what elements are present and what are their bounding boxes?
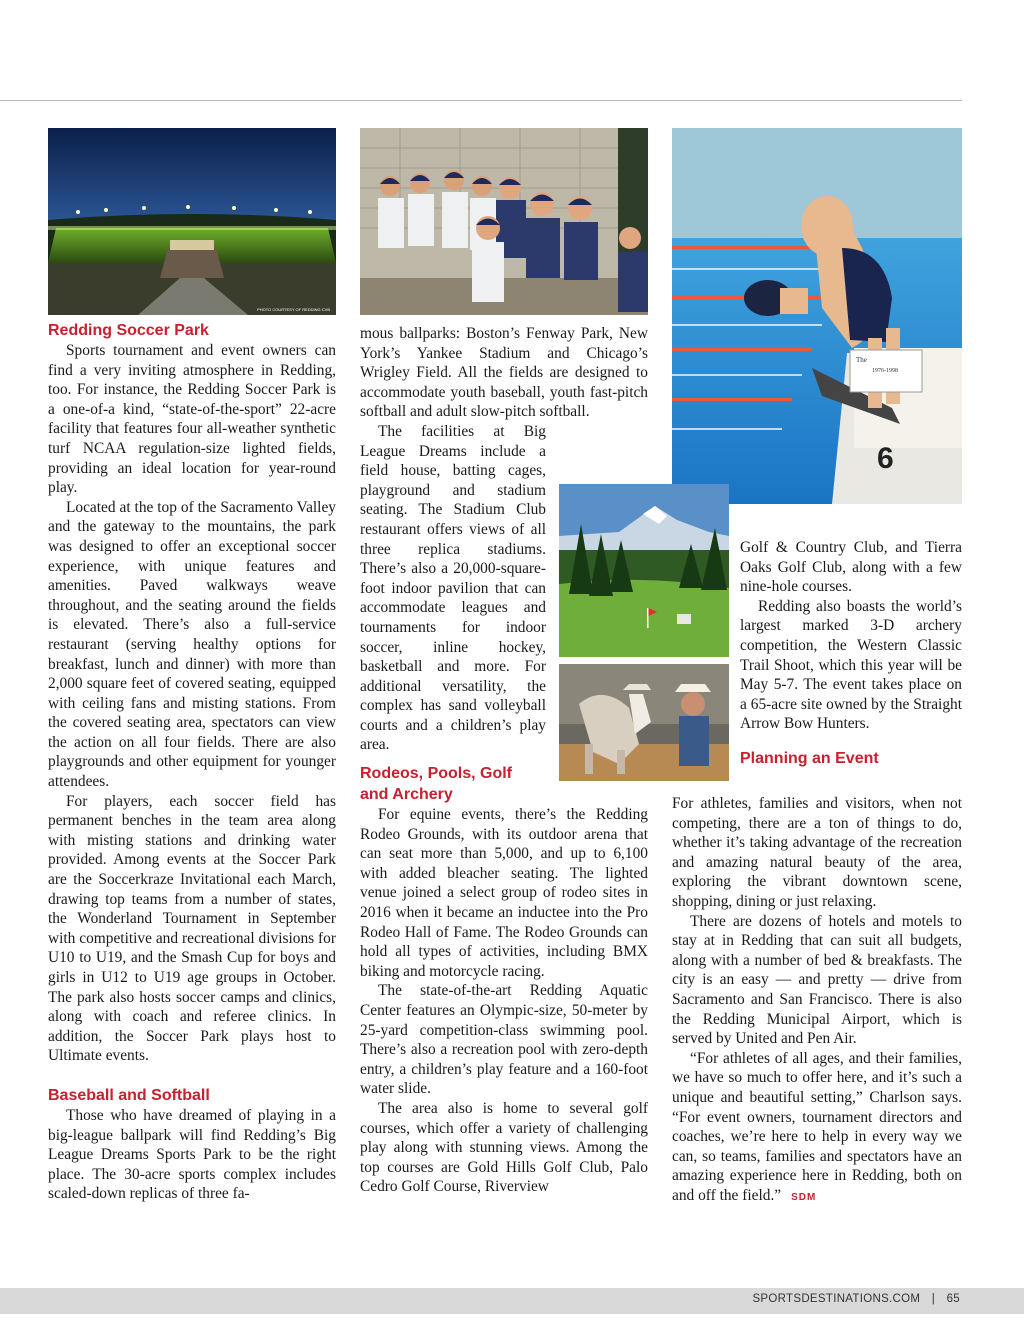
column-3 bbox=[740, 538, 962, 769]
paragraph: There are dozens of hotels and motels to stay at in Redding that can suit all budgets, along with a number of bed & breakfasts. The city is an easy — and pretty — drive from Sacramento and San Francisco. There is also the Redding Municipal Airport, which is served by United and Pen Air. bbox=[672, 912, 962, 1048]
lane-number: 6 bbox=[877, 442, 894, 475]
paragraph: For equine events, there’s the Redding Rodeo Grounds, with its outdoor arena that can seat more than 5,000, and up to 6,100 with added bleacher seating. The lighted venue joined a select group of rodeo sites in 2016 when it became an inductee into the Pro Rodeo Hall of Fame. The Rodeo Grounds can hold all types of activities, including BMX biking and motorcycle racing. bbox=[360, 806, 648, 980]
heading-baseball-softball: Baseball and Softball bbox=[48, 1086, 210, 1104]
swimming-photo bbox=[672, 128, 962, 504]
paragraph: Those who have dreamed of playing in a big-league ballpark will find Redding’s Big League Dreams Sports Park to be the right place. The 30-acre sports complex includes scaled-down replicas of three fa- bbox=[48, 1106, 336, 1203]
soccer-photo-credit: PHOTO COURTESY OF REDDING CVB bbox=[257, 307, 330, 312]
page-number: 65 bbox=[946, 1293, 960, 1305]
night-soccer-fields-icon bbox=[48, 128, 336, 315]
swimmer-starting-block-icon bbox=[672, 128, 962, 504]
soccer-park-photo bbox=[48, 128, 336, 315]
footer-separator: | bbox=[931, 1293, 936, 1305]
paragraph: The state-of-the-art Redding Aquatic Center features an Olympic-size, 50-meter by 25-yard competition-class swimming pool. There’s also a recreation pool with zero-depth entry, a children’s play feature and a 160-foot water slide. bbox=[360, 982, 648, 1098]
heading-redding-soccer-park: Redding Soccer Park bbox=[48, 322, 209, 339]
sdm-end-mark: SDM bbox=[791, 1191, 817, 1203]
paragraph-planning-text: For athletes, families and visitors, when not competing, there are a ton of things to do, whether it’s taking advantage of the recreation and amazing natural beauty of the area, exploring the vibrant downtown scene, shopping, dining or just relaxing. bbox=[672, 795, 962, 910]
column-3-lower bbox=[672, 793, 962, 1207]
plaque-title: The bbox=[856, 356, 867, 364]
heading-rodeos-line1: Rodeos, Pools, Golf bbox=[360, 765, 513, 783]
closing-quote: “For athletes of all ages, and their families, we have so much to offer here, and it’s such a unique and beautiful setting,” Charlson says. “For event owners, tournament directors and coaches, we’re here to help in every way we can, so teams, families and spectators have an amazing experience here in Redding, both on and off the field.” bbox=[672, 1049, 962, 1204]
top-rule bbox=[0, 100, 962, 101]
column-2 bbox=[360, 324, 648, 1197]
paragraph: For players, each soccer field has permanent benches in the team area along with misting stations and drinking water provided. Among events at the Soccer Park are the Soccerkraze Invitational each March, drawing top teams from a number of states, the Wonderland Tournament in September with competitive and recreational divisions for U10 to U19, and the Smash Cup for boys and girls in U12 to U19 age groups in October. The park also hosts soccer camps and clinics, along with coach and referee clinics. In addition, the Soccer Park plays host to Ultimate events. bbox=[48, 792, 336, 1065]
heading-rodeos-line2: and Archery bbox=[360, 786, 453, 804]
paragraph: The facilities at Big League Dreams include a field house, batting cages, playground and stadium seating. The Stadium Club restaurant offers views of all three replica stadiums. There’s also a 20,000-square-foot indoor pavilion that can accommodate leagues and tournaments for indoor soccer, inline hockey, basketball and more. For additional versatility, the complex has sand volleyball courts and a children’s play area. bbox=[360, 422, 546, 754]
paragraph: The area also is home to several golf courses, which offer a variety of challenging play along with stunning views. Among the top courses are Gold Hills Golf Club, Palo Cedro Golf Course, Riverview bbox=[360, 1099, 648, 1196]
paragraph: Golf & Country Club, and Tierra Oaks Golf Club, along with a few nine-hole courses. bbox=[740, 539, 962, 596]
baseball-dugout-icon bbox=[360, 128, 648, 315]
column-1 bbox=[48, 320, 336, 1204]
baseball-dugout-photo bbox=[360, 128, 648, 315]
footer-site: SPORTSDESTINATIONS.COM bbox=[752, 1293, 921, 1305]
paragraph: Sports tournament and event owners can find a very inviting atmosphere in Redding, too. For instance, the Redding Soccer Park is a one-of-a kind, “state-of-the-sport” 22-acre facility that features four all-weather synthetic turf NCAA regulation-size lighted fields, providing an ideal location for year-round play. bbox=[48, 342, 336, 497]
paragraph bbox=[672, 1049, 962, 1208]
paragraph: Redding also boasts the world’s largest marked 3-D archery competition, the Western Classic Trail Shoot, which this year will be May 5-7. The event takes place on a 65-acre site owned by the Straight Arrow Bow Hunters. bbox=[740, 597, 962, 733]
paragraph bbox=[672, 793, 962, 912]
footer bbox=[752, 1293, 960, 1305]
paragraph: Located at the top of the Sacramento Valley and the gateway to the mountains, the park was designed to offer an exceptional soccer experience, with unique features and amenities. Paved walkways weave throughout, and the seating around the fields is elevated. There’s also a full-service restaurant (serving healthy options for breakfast, lunch and dinner) with more than 2,000 square feet of covered seating, equipped with ceiling fans and misting stations. From the covered seating area, spectators can view the action on all four fields. There are also playgrounds and other equipment for younger attendees. bbox=[48, 498, 336, 791]
heading-rodeos bbox=[360, 763, 648, 805]
paragraph: mous ballparks: Boston’s Fenway Park, New York’s Yankee Stadium and Chicago’s Wrigley Field. All the fields are designed to accommodate youth baseball, youth fast-pitch softball and adult slow-pitch softball. bbox=[360, 325, 648, 421]
plaque-years: 1976-1998 bbox=[872, 368, 898, 374]
heading-planning-event: Planning an Event bbox=[740, 749, 879, 767]
